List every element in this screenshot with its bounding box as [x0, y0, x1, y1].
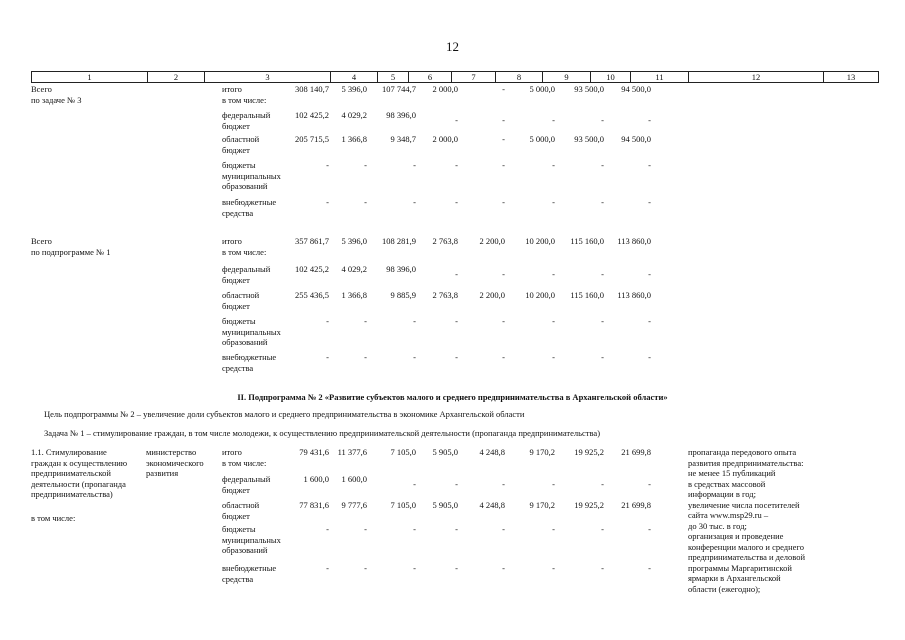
budget-source-label: федеральный — [222, 110, 271, 120]
budget-value: - — [326, 160, 329, 170]
budget-value: - — [413, 316, 416, 326]
responsible-executor: министерство — [146, 447, 197, 457]
budget-value: 5 905,0 — [432, 500, 458, 510]
budget-value: 5 396,0 — [341, 84, 367, 94]
budget-source-label: внебюджетные — [222, 197, 277, 207]
budget-value: 2 763,8 — [432, 290, 458, 300]
budget-value: - — [601, 115, 604, 125]
budget-value: 205 715,5 — [295, 134, 329, 144]
budget-value: - — [364, 316, 367, 326]
subprogram-2-task: Задача № 1 – стимулирование граждан, в том числе молодежи, к осуществлению предпринимательской деятельности (пропаганда предпринимательства) — [44, 428, 601, 438]
measure-name: граждан к осуществлению — [31, 457, 128, 468]
budget-value: - — [502, 524, 505, 534]
budget-value: 21 699,8 — [621, 500, 651, 510]
budget-value: - — [502, 563, 505, 573]
budget-source-label: муниципальных — [222, 326, 281, 337]
budget-source-label: образований — [222, 545, 268, 555]
budget-value: 5 000,0 — [529, 134, 555, 144]
budget-value: - — [502, 352, 505, 362]
budget-value: - — [455, 160, 458, 170]
budget-value: 79 431,6 — [299, 447, 329, 457]
budget-value: - — [502, 84, 505, 94]
budget-value: - — [648, 352, 651, 362]
budget-value: 1 366,8 — [341, 290, 367, 300]
budget-source-label: бюджет — [222, 484, 250, 495]
budget-value: 7 105,0 — [390, 500, 416, 510]
expected-result: организация и проведение — [688, 531, 784, 541]
budget-value: - — [552, 316, 555, 326]
header-col-10: 10 — [590, 72, 630, 82]
budget-value: 5 905,0 — [432, 447, 458, 457]
budget-value: 21 699,8 — [621, 447, 651, 457]
budget-value: - — [364, 563, 367, 573]
header-col-1: 1 — [87, 72, 92, 82]
budget-value: - — [648, 479, 651, 489]
budget-value: - — [502, 160, 505, 170]
budget-value: - — [552, 197, 555, 207]
budget-source-label: в том числе: — [222, 246, 267, 257]
budget-value: 4 029,2 — [341, 110, 367, 120]
budget-value: 9 170,2 — [529, 500, 555, 510]
header-col-7: 7 — [451, 72, 495, 82]
budget-value: 94 500,0 — [621, 134, 651, 144]
budget-value: 2 200,0 — [479, 236, 505, 246]
header-col-6: 6 — [408, 72, 451, 82]
budget-value: 113 860,0 — [617, 290, 651, 300]
budget-value: - — [455, 197, 458, 207]
expected-result: области (ежегодно); — [688, 583, 761, 594]
budget-value: 255 436,5 — [295, 290, 329, 300]
budget-value: 357 861,7 — [295, 236, 329, 246]
budget-value: - — [502, 269, 505, 279]
budget-value: - — [502, 479, 505, 489]
budget-value: 9 170,2 — [529, 447, 555, 457]
budget-value: - — [455, 479, 458, 489]
budget-value: - — [648, 316, 651, 326]
budget-value: 9 777,6 — [341, 500, 367, 510]
budget-source-label: средства — [222, 573, 254, 584]
budget-value: 102 425,2 — [295, 264, 329, 274]
budget-source-label: итого — [222, 236, 242, 246]
budget-source-label: бюджеты — [222, 160, 256, 170]
budget-value: - — [364, 197, 367, 207]
budget-value: 113 860,0 — [617, 236, 651, 246]
budget-value: 4 248,8 — [479, 447, 505, 457]
header-col-3: 3 — [204, 72, 330, 82]
budget-value: - — [601, 563, 604, 573]
budget-value: 115 160,0 — [570, 290, 604, 300]
header-col-2: 2 — [147, 72, 204, 82]
budget-value: 1 366,8 — [341, 134, 367, 144]
header-col-4: 4 — [330, 72, 377, 82]
budget-value: 98 396,0 — [386, 110, 416, 120]
budget-value: - — [648, 563, 651, 573]
subprogram-2-goal: Цель подпрограммы № 2 – увеличение доли субъектов малого и среднего предпринимательства в экономике Архангельской области — [44, 409, 525, 419]
budget-value: 102 425,2 — [295, 110, 329, 120]
budget-value: 10 200,0 — [525, 290, 555, 300]
budget-value: - — [552, 563, 555, 573]
budget-value: 10 200,0 — [525, 236, 555, 246]
budget-value: 1 600,0 — [303, 474, 329, 484]
budget-value: 115 160,0 — [570, 236, 604, 246]
budget-value: 9 885,9 — [390, 290, 416, 300]
budget-value: 94 500,0 — [621, 84, 651, 94]
expected-result: не менее 15 публикаций — [688, 468, 776, 478]
budget-value: 4 029,2 — [341, 264, 367, 274]
header-col-11: 11 — [630, 72, 688, 82]
budget-value: 19 925,2 — [574, 447, 604, 457]
budget-source-label: в том числе: — [222, 94, 267, 105]
measure-name: деятельности (пропаганда — [31, 478, 126, 489]
measure-name: 1.1. Стимулирование — [31, 447, 107, 457]
budget-source-label: внебюджетные — [222, 563, 277, 573]
budget-source-label: областной — [222, 134, 260, 144]
budget-source-label: образований — [222, 181, 268, 191]
budget-value: 2 200,0 — [479, 290, 505, 300]
budget-value: 93 500,0 — [574, 134, 604, 144]
budget-value: - — [502, 134, 505, 144]
budget-source-label: областной — [222, 290, 260, 300]
budget-source-label: итого — [222, 447, 242, 457]
responsible-executor: развития — [146, 468, 179, 478]
budget-source-label: итого — [222, 84, 242, 94]
budget-value: - — [326, 352, 329, 362]
expected-result: программы Маргаритинской — [688, 562, 792, 573]
expected-result: ярмарки в Архангельской — [688, 573, 781, 583]
expected-result: информации в год; — [688, 489, 756, 499]
budget-value: - — [648, 524, 651, 534]
budget-value: - — [326, 563, 329, 573]
budget-value: 2 000,0 — [432, 84, 458, 94]
header-col-12: 12 — [688, 72, 823, 82]
budget-value: - — [455, 524, 458, 534]
budget-value: - — [455, 269, 458, 279]
budget-source-label: бюджет — [222, 274, 250, 285]
budget-value: - — [502, 115, 505, 125]
expected-result: конференции малого и среднего — [688, 541, 804, 552]
budget-value: 11 377,6 — [337, 447, 367, 457]
budget-source-label: бюджет — [222, 510, 250, 521]
expected-result: развития предпринимательства: — [688, 457, 804, 468]
budget-value: 308 140,7 — [295, 84, 329, 94]
budget-source-label: областной — [222, 500, 260, 510]
budget-source-label: муниципальных — [222, 170, 281, 181]
budget-value: - — [455, 352, 458, 362]
budget-value: - — [552, 160, 555, 170]
budget-value: - — [648, 160, 651, 170]
budget-value: 4 248,8 — [479, 500, 505, 510]
expected-result: увеличение числа посетителей — [688, 499, 800, 510]
budget-value: 19 925,2 — [574, 500, 604, 510]
budget-value: 77 831,6 — [299, 500, 329, 510]
budget-value: 2 763,8 — [432, 236, 458, 246]
budget-value: - — [413, 352, 416, 362]
budget-value: - — [552, 352, 555, 362]
budget-value: - — [648, 115, 651, 125]
budget-value: - — [601, 352, 604, 362]
budget-value: - — [502, 316, 505, 326]
budget-value: - — [364, 352, 367, 362]
budget-source-label: средства — [222, 362, 254, 373]
budget-value: - — [552, 524, 555, 534]
budget-source-label: бюджеты — [222, 316, 256, 326]
budget-value: - — [601, 160, 604, 170]
budget-value: - — [552, 115, 555, 125]
total-sub1-title: Всего — [31, 236, 52, 246]
budget-value: - — [601, 269, 604, 279]
budget-value: - — [502, 197, 505, 207]
budget-value: 108 281,9 — [382, 236, 416, 246]
budget-value: 5 396,0 — [341, 236, 367, 246]
measure-name: предпринимательской — [31, 468, 111, 478]
budget-value: - — [455, 316, 458, 326]
budget-value: - — [601, 479, 604, 489]
budget-value: - — [413, 197, 416, 207]
budget-value: - — [413, 479, 416, 489]
header-col-5: 5 — [377, 72, 408, 82]
budget-value: - — [413, 160, 416, 170]
budget-value: 98 396,0 — [386, 264, 416, 274]
budget-value: - — [648, 269, 651, 279]
budget-source-label: муниципальных — [222, 534, 281, 545]
expected-result: предпринимательства и деловой — [688, 552, 806, 562]
budget-value: 9 348,7 — [390, 134, 416, 144]
total-task3-subtitle: по задаче № 3 — [31, 95, 82, 105]
budget-value: - — [552, 269, 555, 279]
budget-value: - — [455, 115, 458, 125]
budget-source-label: образований — [222, 337, 268, 347]
budget-source-label: средства — [222, 207, 254, 218]
budget-value: 1 600,0 — [341, 474, 367, 484]
expected-result: сайта www.msp29.ru – — [688, 510, 769, 520]
header-col-9: 9 — [542, 72, 590, 82]
total-task3-title: Всего — [31, 84, 52, 94]
budget-value: - — [364, 524, 367, 534]
budget-value: 7 105,0 — [390, 447, 416, 457]
budget-source-label: внебюджетные — [222, 352, 277, 362]
budget-value: - — [552, 479, 555, 489]
total-sub1-subtitle: по подпрограмме № 1 — [31, 247, 111, 257]
budget-value: - — [326, 197, 329, 207]
budget-source-label: федеральный — [222, 264, 271, 274]
budget-value: - — [364, 160, 367, 170]
expected-result: до 30 тыс. в год; — [688, 520, 747, 531]
expected-result: в средствах массовой — [688, 478, 766, 489]
budget-source-label: федеральный — [222, 474, 271, 484]
budget-source-label: бюджет — [222, 144, 250, 155]
expected-result: пропаганда передового опыта — [688, 447, 797, 457]
budget-source-label: бюджеты — [222, 524, 256, 534]
budget-value: - — [413, 524, 416, 534]
budget-source-label: бюджет — [222, 120, 250, 131]
budget-value: - — [601, 316, 604, 326]
budget-value: - — [601, 524, 604, 534]
budget-value: - — [413, 563, 416, 573]
header-col-8: 8 — [495, 72, 542, 82]
budget-value: 2 000,0 — [432, 134, 458, 144]
budget-value: 93 500,0 — [574, 84, 604, 94]
responsible-executor: экономического — [146, 457, 204, 468]
budget-value: - — [455, 563, 458, 573]
budget-value: 5 000,0 — [529, 84, 555, 94]
budget-value: 107 744,7 — [382, 84, 416, 94]
header-col-13: 13 — [823, 72, 878, 82]
measure-name: предпринимательства) — [31, 489, 113, 499]
budget-source-label: бюджет — [222, 300, 250, 311]
budget-value: - — [326, 524, 329, 534]
budget-value: - — [326, 316, 329, 326]
subprogram-2-title: II. Подпрограмма № 2 «Развитие субъектов малого и среднего предпринимательства в Архангельской области» — [237, 392, 668, 402]
measure-including: в том числе: — [31, 513, 76, 523]
budget-value: - — [601, 197, 604, 207]
table-header-row — [31, 71, 879, 83]
budget-value: - — [648, 197, 651, 207]
page-number: 12 — [446, 39, 459, 54]
budget-source-label: в том числе: — [222, 457, 267, 468]
